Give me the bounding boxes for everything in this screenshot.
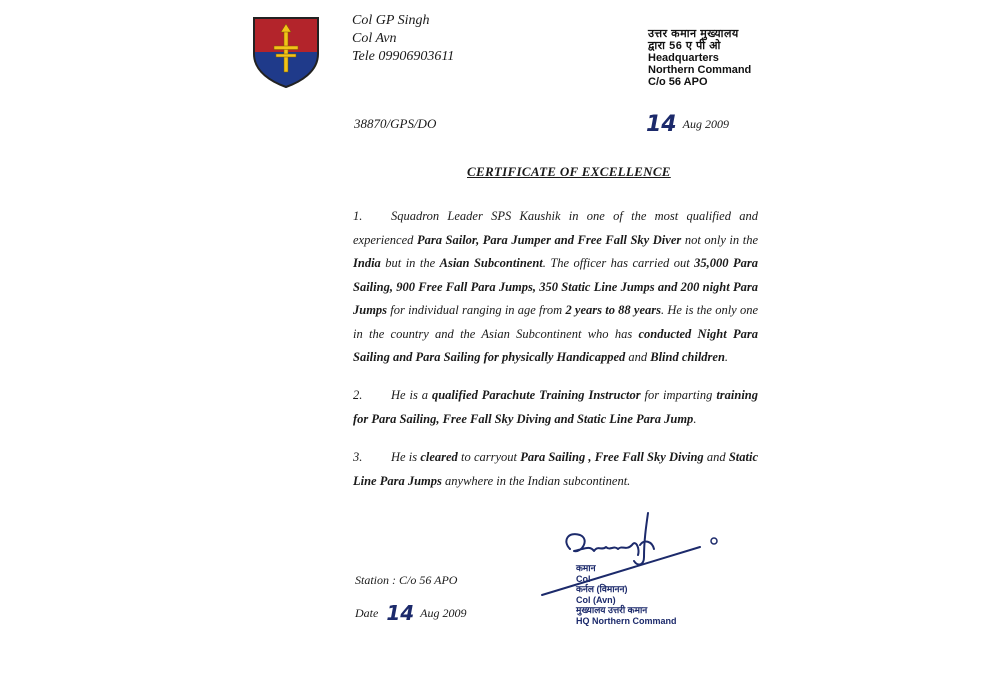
text: and — [703, 450, 729, 464]
bold-text: 35,000 Para Sailing, 900 Free Fall Para Jumps, 350 Static Line Jumps and 200 night Para Jumps — [353, 256, 759, 317]
hq-line2: Northern Command — [648, 64, 752, 76]
bottom-date-rest: Aug 2009 — [420, 606, 467, 620]
top-date-day: 14 — [646, 112, 677, 137]
certificate-title: CERTIFICATE OF EXCELLENCE — [467, 164, 671, 179]
bold-text: Blind children — [650, 350, 725, 364]
signature-block — [576, 563, 677, 626]
hq-hindi-line2: द्वारा 56 ए पी ओ — [648, 40, 721, 52]
text: . The officer has carried out — [542, 256, 695, 270]
bold-text: qualified Parachute Training Instructor — [431, 388, 641, 402]
paragraph-3 — [353, 446, 758, 493]
text: but in the — [380, 256, 440, 270]
bold-text: conducted Night Para Sailing and Para Sailing for physically Handicapped — [353, 326, 758, 364]
text: . — [693, 411, 697, 426]
text: . He is the only one in the country and the Asian Subcontinent who has — [353, 303, 758, 341]
bold-text: Asian Subcontinent — [439, 256, 543, 270]
sig-line-6: HQ Northern Command — [576, 615, 677, 626]
top-date — [646, 112, 729, 137]
text: He is a — [391, 388, 432, 402]
bottom-date-label: Date — [355, 606, 379, 620]
paragraph-number: 2. — [353, 388, 363, 402]
paragraph-2 — [353, 384, 758, 431]
bold-text: training for Para Sailing, Free Fall Sky Diving and Static Line Para Jump — [353, 388, 758, 426]
top-date-rest: Aug 2009 — [682, 117, 729, 131]
bottom-date — [355, 601, 467, 625]
sender-block — [352, 12, 454, 66]
paragraph-number: 1. — [353, 209, 363, 223]
hq-line1: Headquarters — [648, 52, 719, 64]
crest-emblem — [252, 16, 320, 88]
hq-line3: C/o 56 APO — [648, 76, 708, 88]
text: not only in the — [681, 232, 758, 247]
bold-text: cleared — [420, 450, 458, 464]
text: for individual ranging in age from — [387, 303, 566, 317]
bold-text: India — [353, 256, 381, 270]
headquarters-address — [648, 28, 751, 88]
bold-text: 2 years to 88 years — [565, 303, 661, 317]
text: for imparting — [640, 388, 717, 402]
hq-hindi-line1: उत्तर कमान मुख्यालय — [648, 28, 739, 40]
text: He is — [391, 450, 421, 464]
bold-text: Static Line Para Jumps — [353, 450, 758, 488]
reference-number: 38870/GPS/DO — [354, 116, 437, 131]
text: anywhere in the Indian subcontinent. — [441, 473, 631, 488]
bold-text: Para Sailor, Para Jumper and Free Fall Sky Diver — [416, 232, 682, 247]
sig-line-2: Col — [576, 573, 591, 584]
text: and — [625, 350, 651, 364]
paragraph-1 — [353, 205, 758, 370]
text: Squadron Leader SPS Kaushik in one of the most qualified and experienced — [353, 209, 758, 247]
bottom-date-day: 14 — [386, 601, 415, 625]
sender-rank: Col Avn — [352, 31, 397, 46]
bold-text: Para Sailing , Free Fall Sky Diving — [520, 450, 704, 464]
sig-line-5: मुख्यालय उत्तरी कमान — [576, 605, 648, 615]
text: to carryout — [457, 450, 521, 464]
station-line: Station : C/o 56 APO — [355, 573, 458, 587]
sig-line-4: Col (Avn) — [576, 594, 616, 605]
text: . — [724, 350, 729, 364]
sig-line-1: कमान — [576, 563, 596, 573]
sig-line-3: कर्नल (विमानन) — [576, 584, 628, 594]
sender-name: Col GP Singh — [352, 13, 430, 28]
sender-phone: Tele 09906903611 — [352, 49, 455, 64]
paragraph-number: 3. — [353, 450, 363, 464]
